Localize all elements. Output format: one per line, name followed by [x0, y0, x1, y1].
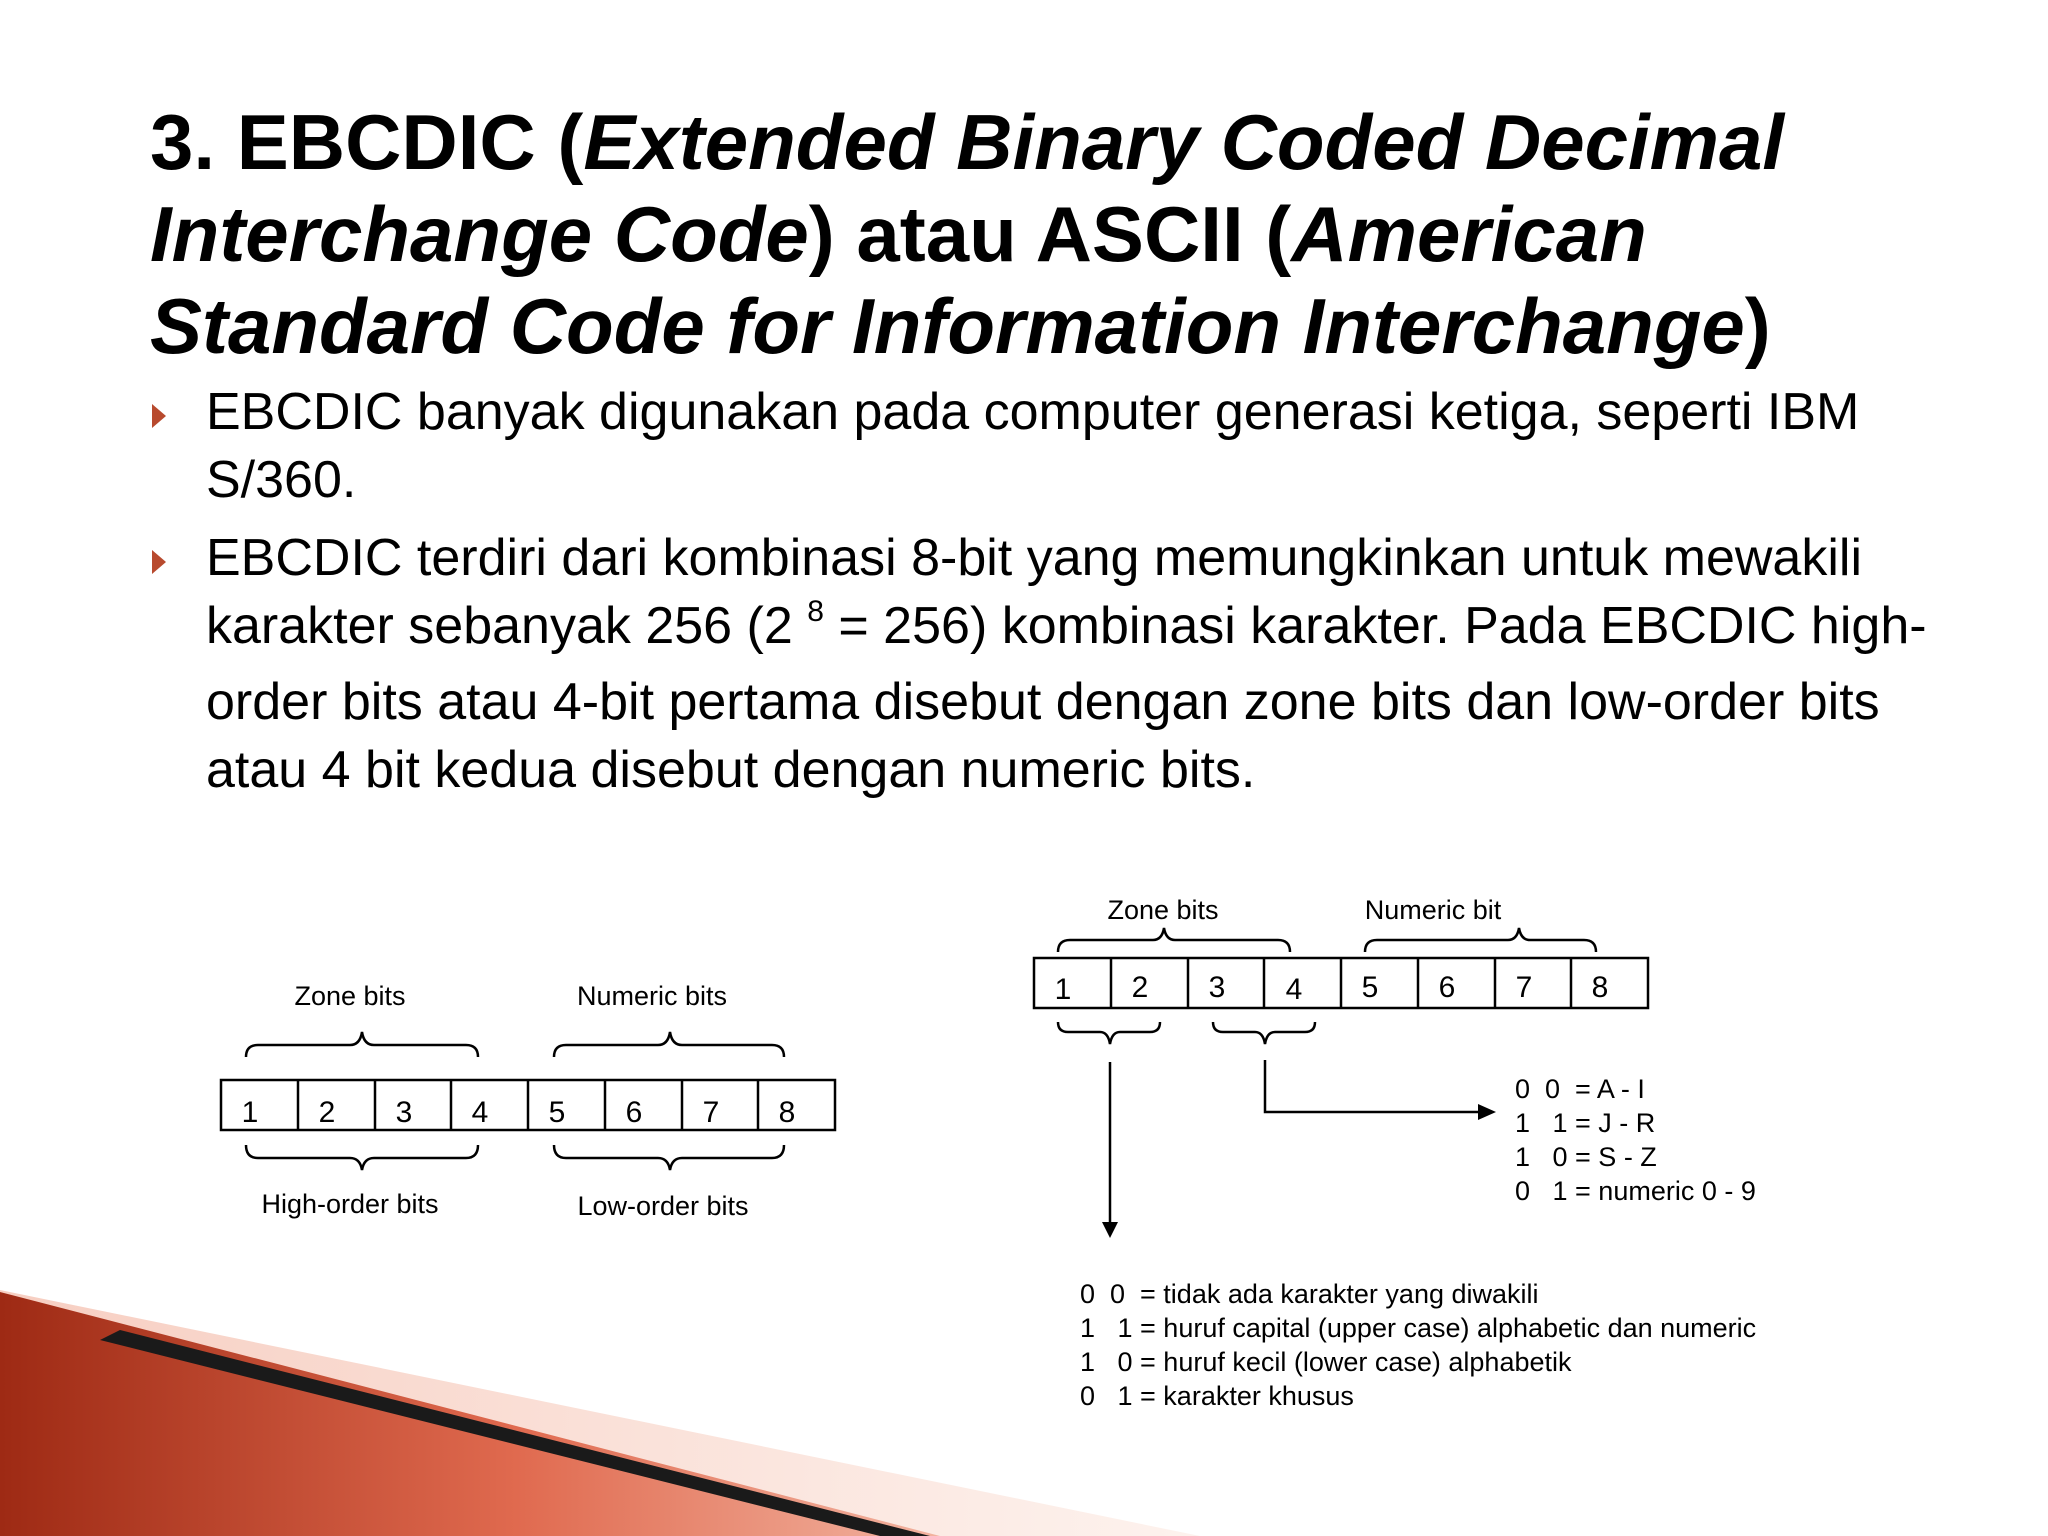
- first-pair-brace: [1058, 1022, 1160, 1044]
- bit-cell: 2: [318, 1096, 336, 1129]
- first-code-line: 1 1 = huruf capital (upper case) alphabetic dan numeric: [1080, 1313, 1757, 1343]
- zone-bits-label: Zone bits: [1107, 895, 1219, 925]
- bit-cell: 4: [1285, 973, 1303, 1006]
- first-code-line: 1 0 = huruf kecil (lower case) alphabetik: [1080, 1347, 1572, 1377]
- first-code-line: 0 1 = karakter khusus: [1080, 1381, 1354, 1411]
- zone-code-line: 0 1 = numeric 0 - 9: [1515, 1176, 1756, 1206]
- numeric-bit-label: Numeric bit: [1364, 895, 1502, 925]
- bit-row: [1034, 958, 1648, 1008]
- bit-cell: 7: [1515, 971, 1533, 1004]
- second-pair-brace: [1213, 1022, 1315, 1044]
- bullet-text: EBCDIC banyak digunakan pada computer generasi ketiga, seperti IBM S/360.: [206, 383, 1860, 509]
- bit-cell: 3: [395, 1096, 413, 1129]
- first-code-line: 0 0 = tidak ada karakter yang diwakili: [1080, 1279, 1539, 1309]
- high-order-label: High-order bits: [261, 1189, 439, 1219]
- bit-cell: 7: [702, 1096, 720, 1129]
- bullet-text: EBCDIC terdiri dari kombinasi 8-bit yang memungkinkan untuk mewakili karakter sebanyak 256 (2 $^8$ = 256) kombinasi karakter. Pada EBCDIC high-order bits atau 4-bit pertama disebut dengan zone bits dan low-order bits atau 4 bit kedua disebut dengan numeric bits.: [206, 529, 1927, 799]
- bit-cell: 2: [1131, 971, 1149, 1004]
- numeric-bits-label: Numeric bits: [576, 981, 728, 1011]
- bit-cell: 6: [625, 1096, 643, 1129]
- bit-cell: 1: [1054, 973, 1072, 1006]
- bit-cell: 5: [548, 1096, 566, 1129]
- bit-cell: 1: [241, 1096, 259, 1129]
- low-order-label: Low-order bits: [577, 1191, 749, 1221]
- bit-cell: 6: [1438, 971, 1456, 1004]
- slide-title: 3. EBCDIC (Extended Binary Coded Decimal Interchange Code) atau ASCII (American Standard Code for Information Interchange): [150, 98, 1785, 370]
- zone-brace: [1058, 928, 1290, 952]
- superscript: 8: [807, 595, 824, 628]
- zone-code-line: 1 1 = J - R: [1515, 1108, 1656, 1138]
- bit-cell: 4: [471, 1096, 489, 1129]
- left-diagram: [221, 981, 835, 1221]
- zone-brace: [246, 1032, 478, 1057]
- bit-cell: 5: [1361, 971, 1379, 1004]
- numeric-brace: [554, 1032, 784, 1057]
- numeric-brace: [1365, 928, 1596, 952]
- down-arrow-head: [1102, 1222, 1118, 1238]
- right-arrow-line: [1265, 1060, 1480, 1112]
- bit-cell: 8: [1591, 971, 1609, 1004]
- bit-row: [221, 1080, 835, 1130]
- right-diagram: [1034, 895, 1756, 1411]
- right-arrow-head: [1478, 1104, 1496, 1120]
- low-order-brace: [554, 1145, 784, 1170]
- zone-bits-label: Zone bits: [294, 981, 406, 1011]
- bit-cell: 3: [1208, 971, 1226, 1004]
- bit-cell: 8: [778, 1096, 796, 1129]
- zone-code-line: 1 0 = S - Z: [1515, 1142, 1657, 1172]
- zone-code-line: 0 0 = A - I: [1515, 1074, 1645, 1104]
- high-order-brace: [246, 1145, 478, 1170]
